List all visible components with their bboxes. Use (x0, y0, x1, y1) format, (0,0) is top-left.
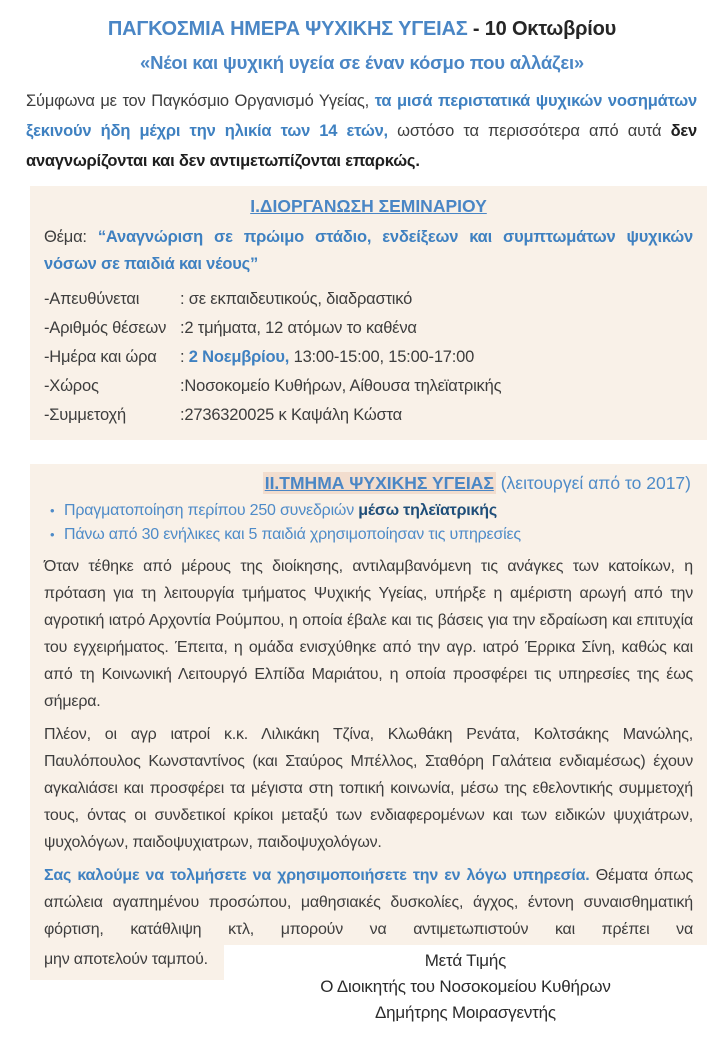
text-segment: : (180, 348, 189, 366)
text-segment: Όταν τέθηκε από μέρους της διοίκησης, αντιλαμβανόμενη τις ανάγκες των κατοίκων, η πρόταση για τη λειτουργία τμήματος Ψυχικής Υγείας, υπήρξε η αμέριστη αρωγή από την αγροτική ιατρό Αρχοντία Ρούμπου, η οποία έβαλε και τις βάσεις για την εδραίωση και επιτυχία του εγχειρήματος. Έπειτα, η ομάδα ενισχύθηκε από την αγρ. ιατρό Έρρικα Σίνη, καθώς και από τη Κοινωνική Λειτουργό Ελπίδα Μαριάτου, η οποία προσφέρει τις υπηρεσίες της έως σήμερα. (44, 558, 693, 710)
detail-value (180, 314, 693, 343)
text-segment: Σας καλούμε να τολμήσετε να χρησιμοποιήσετε την εν λόγω υπηρεσία. (44, 867, 590, 884)
list-item-text (64, 499, 497, 523)
seminar-theme-line (44, 224, 693, 278)
detail-row (44, 343, 693, 372)
list-item (44, 523, 693, 547)
list-item (44, 499, 693, 523)
detail-row (44, 401, 693, 430)
intro-paragraph (26, 86, 697, 176)
seminar-box (30, 186, 707, 440)
detail-label: -Χώρος (44, 377, 99, 395)
text-segment: Θέματα όπως απώλεια αγαπημένου προσώπου, μαθησιακές δυσκολίες, άγχος, έντονη συναισθηματική φόρτιση, κατάθλιψη κτλ, μπορούν να αντιμετωπιστούν και πρέπει να (44, 867, 693, 938)
page-title (20, 16, 704, 42)
page-title-main: ΠΑΓΚΟΣΜΙΑ ΗΜΕΡΑ ΨΥΧΙΚΗΣ ΥΓΕΙΑΣ (107, 18, 468, 40)
detail-label: -Απευθύνεται (44, 290, 140, 308)
mental-health-heading-title: ΙΙ.ΤΜΗΜΑ ΨΥΧΙΚΗΣ ΥΓΕΙΑΣ (264, 473, 494, 493)
document-page (0, 16, 724, 1040)
signature-line: Ο Διοικητής του Νοσοκομείου Κυθήρων (320, 977, 611, 996)
mental-health-heading-note: (λειτουργεί από το 2017) (495, 473, 691, 493)
closing-paragraph (44, 862, 693, 943)
seminar-heading: Ι.ΔΙΟΡΓΑΝΩΣΗ ΣΕΜΙΝΑΡΙΟΥ (250, 196, 487, 216)
text-segment: Θέμα: (44, 228, 98, 246)
text-segment: :Νοσοκομείο Κυθήρων, Αίθουσα τηλεϊατρικής (180, 377, 502, 395)
closing-last-line: μην αποτελούν ταμπού. (30, 945, 224, 980)
seminar-details (44, 285, 693, 430)
bottom-row (30, 945, 707, 1026)
mental-health-section (30, 464, 707, 945)
text-segment: :2736320025 κ Καψάλη Κώστα (180, 406, 402, 424)
detail-value (180, 401, 693, 430)
page-title-date: - 10 Οκτωβρίου (467, 18, 617, 40)
text-segment: :2 τμήματα, 12 ατόμων το καθένα (180, 319, 417, 337)
detail-label: -Ημέρα και ώρα (44, 348, 157, 366)
text-segment: : σε εκπαιδευτικούς, διαδραστικό (180, 290, 413, 308)
text-segment: “Αναγνώριση σε πρώιμο στάδιο, ενδείξεων και συμπτωμάτων ψυχικών νόσων σε παιδιά και νέους” (44, 228, 693, 273)
signature-line: Δημήτρης Μοιρασγεντής (374, 1003, 556, 1022)
text-segment: τα μισά περιστατικά ψυχικών νοσημάτων ξεκινούν ήδη μέχρι την ηλικία των 14 ετών, (26, 92, 697, 140)
signature-block (224, 948, 707, 1026)
body-paragraph (44, 721, 693, 856)
list-item-text (64, 523, 521, 547)
body-paragraph (44, 553, 693, 715)
text-segment: Σύμφωνα με τον Παγκόσμιο Οργανισμό Υγείας, (26, 92, 375, 110)
text-segment: Πάνω από 30 ενήλικες και 5 παιδιά χρησιμοποίησαν τις υπηρεσίες (64, 526, 521, 543)
text-segment: μέσω τηλεϊατρικής (358, 502, 497, 519)
bullet-icon: • (50, 527, 55, 542)
detail-row (44, 314, 693, 343)
detail-value (180, 343, 693, 372)
text-segment: 2 Νοεμβρίου, (188, 348, 290, 366)
detail-value (180, 372, 693, 401)
text-segment: 13:00-15:00, 15:00-17:00 (289, 348, 475, 366)
highlights-list (44, 499, 693, 547)
bullet-icon: • (50, 503, 55, 518)
text-segment: Πραγματοποίηση περίπου 250 συνεδριών (64, 502, 359, 519)
text-segment: δεν αναγνωρίζονται και δεν αντιμετωπίζονται επαρκώς. (26, 122, 697, 170)
text-segment: Πλέον, οι αγρ ιατροί κ.κ. Λιλικάκη Τζίνα, Κλωθάκη Ρενάτα, Κολτσάκης Μανώλης, Παυλόπουλος Κωνσταντίνος (και Σταύρος Μπέλλος, Σταθόρη Γαλάτεια ενδιαμέσως) έχουν αγκαλιάσει και προσφέρει τα μέγιστα στη τοπική κοινωνία, μέσω της εθελοντικής συμμετοχή τους, όντας οι συνδετικοί κρίκοι μεταξύ των ενδιαφερομένων και των ειδικών ψυχιάτρων, ψυχολόγων, παιδοψυχιατρων, παιδοψυχολόγων. (44, 726, 693, 851)
page-subtitle: «Νέοι και ψυχική υγεία σε έναν κόσμο που αλλάζει» (140, 52, 584, 73)
mental-health-heading (44, 471, 691, 496)
detail-label: -Αριθμός θέσεων (44, 319, 167, 337)
detail-label: -Συμμετοχή (44, 406, 126, 424)
signature-line: Μετά Τιμής (424, 951, 507, 970)
detail-value (180, 285, 693, 314)
detail-row (44, 285, 693, 314)
text-segment: ωστόσο τα περισσότερα από αυτά (387, 122, 671, 140)
detail-row (44, 372, 693, 401)
